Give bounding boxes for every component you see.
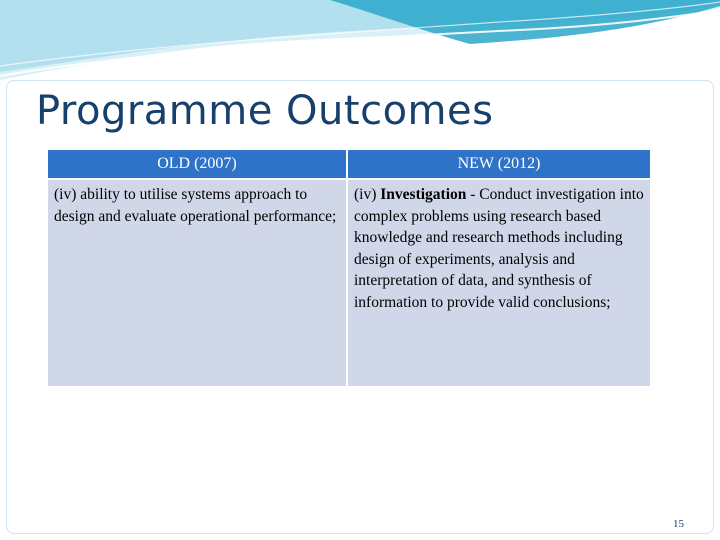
new-outcome-keyword: Investigation <box>380 186 467 203</box>
header-old: OLD (2007) <box>48 150 347 179</box>
slide-title: Programme Outcomes <box>36 88 494 134</box>
table-header-row <box>48 150 650 179</box>
cell-new-outcome <box>347 179 650 386</box>
new-outcome-prefix: (iv) <box>354 186 381 203</box>
outcomes-table <box>48 150 650 386</box>
new-outcome-text: - Conduct investigation into complex problems using research based knowledge and research methods including design of experiments, analysis and interpretation of data, and synthesis of information to provide valid conclusions; <box>354 186 644 311</box>
decorative-wave-banner <box>0 0 720 90</box>
cell-old-outcome: (iv) ability to utilise systems approach to design and evaluate operational performance; <box>48 179 347 386</box>
header-new: NEW (2012) <box>347 150 650 179</box>
page-number: 15 <box>673 518 684 530</box>
table-row <box>48 179 650 386</box>
